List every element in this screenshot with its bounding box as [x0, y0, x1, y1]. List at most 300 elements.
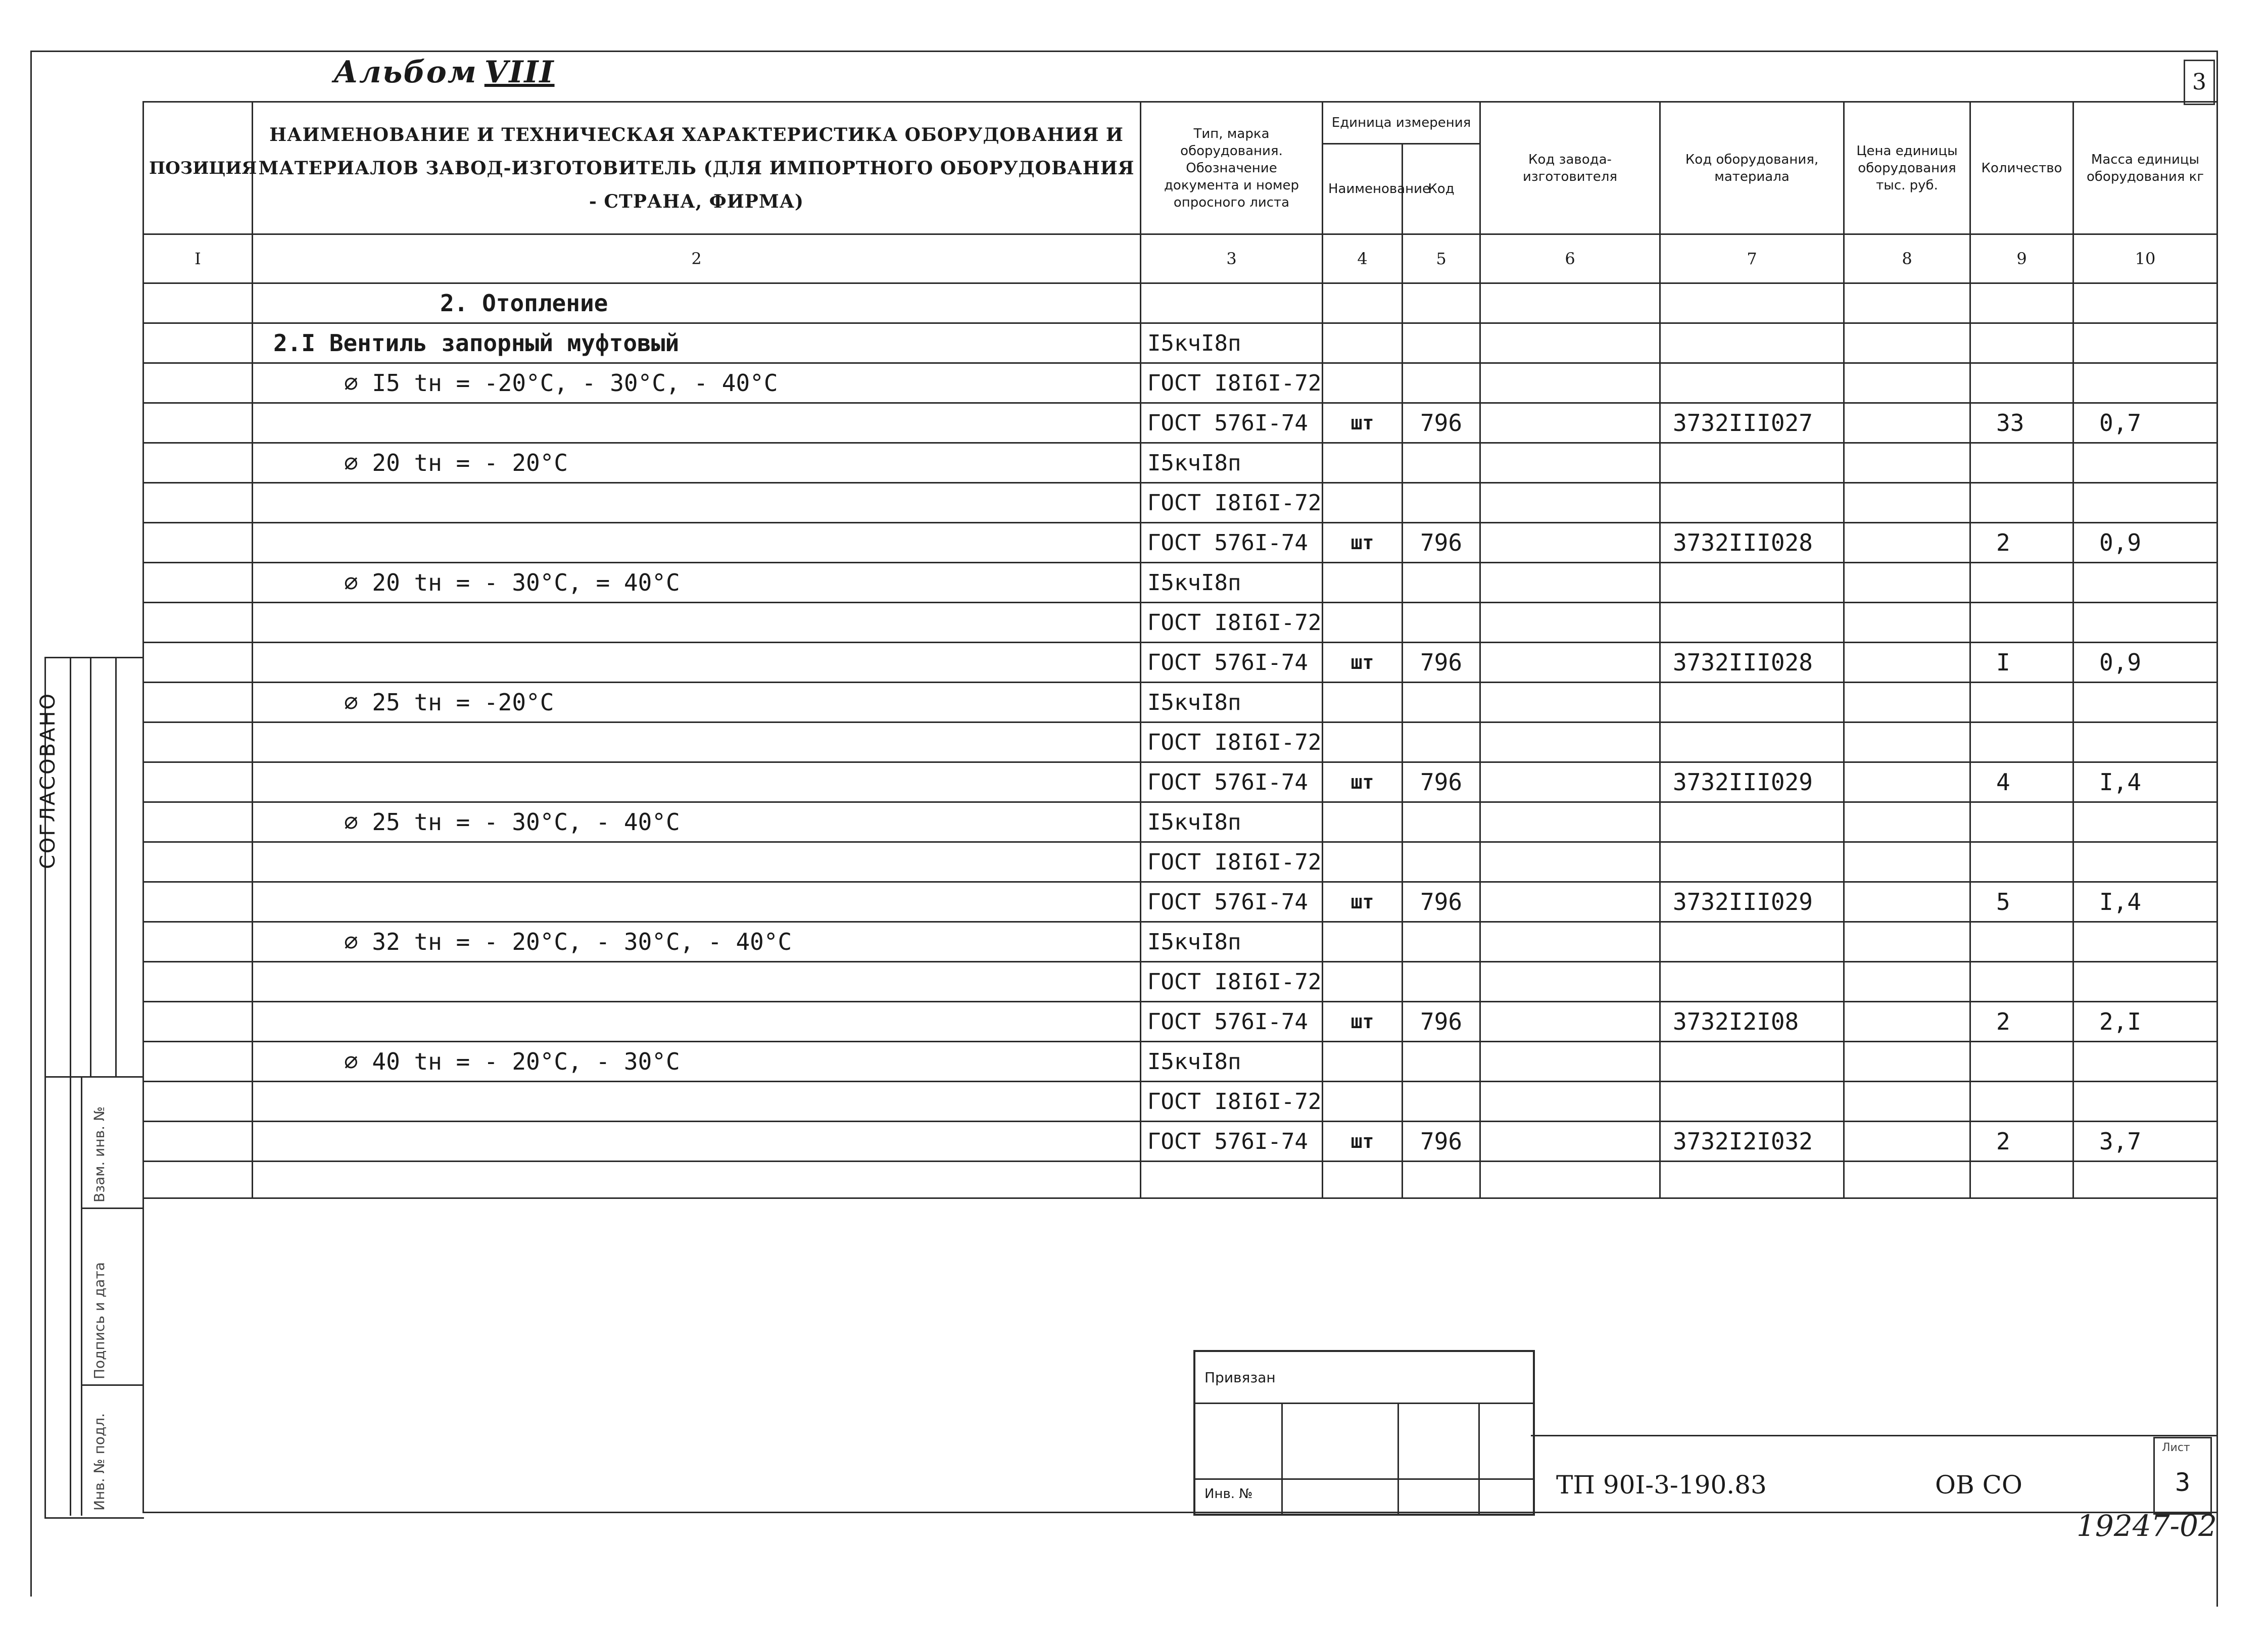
cell-type: I5кчI8п — [1141, 1042, 1323, 1082]
sheet-box — [2153, 1437, 2212, 1515]
cell-name: 2. Отопление — [253, 283, 1141, 323]
header-mass: Масса единицы оборудования кг — [2073, 102, 2217, 234]
cell-name — [253, 722, 1141, 762]
cell-mass: I,4 — [2073, 882, 2217, 922]
cell-unit — [1323, 603, 1403, 643]
column-number-3: 3 — [1141, 234, 1323, 283]
cell-price — [1844, 802, 1970, 842]
cell-qty — [1970, 363, 2073, 403]
cell-equip-code — [1660, 323, 1844, 363]
cell-unit: шт — [1323, 1002, 1403, 1042]
cell-position — [143, 842, 253, 882]
table-row — [143, 403, 2217, 443]
cell-position — [143, 283, 253, 323]
cell-qty — [1970, 1082, 2073, 1122]
blank-cell — [1403, 1162, 1480, 1198]
cell-type — [1141, 283, 1323, 323]
cell-name: 2.I Вентиль запорный муфтовый — [253, 323, 1141, 363]
sidebar-sign-date: Подпись и дата — [91, 1262, 108, 1379]
header-position: ПОЗИЦИЯ — [143, 102, 253, 234]
cell-unit — [1323, 962, 1403, 1002]
cell-unit: шт — [1323, 762, 1403, 802]
cell-position — [143, 762, 253, 802]
cell-position — [143, 1042, 253, 1082]
cell-unit-code — [1403, 922, 1480, 962]
cell-type: ГОСТ I8I6I-72 — [1141, 483, 1323, 523]
cell-maker-code — [1480, 563, 1660, 603]
cell-position — [143, 523, 253, 563]
header-price: Цена единицы оборудования тыс. руб. — [1844, 102, 1970, 234]
table-row — [143, 483, 2217, 523]
table-row — [143, 643, 2217, 683]
cell-maker-code — [1480, 802, 1660, 842]
cell-unit-code — [1403, 722, 1480, 762]
stamp-title: Привязан — [1204, 1369, 1276, 1386]
blank-cell — [1141, 1162, 1323, 1198]
cell-equip-code — [1660, 283, 1844, 323]
album-volume: VIII — [484, 55, 555, 90]
cell-position — [143, 1002, 253, 1042]
cell-price — [1844, 683, 1970, 722]
cell-unit-code — [1403, 283, 1480, 323]
header-unit-name: Наименование — [1323, 144, 1403, 234]
cell-qty: I — [1970, 643, 2073, 683]
cell-position — [143, 563, 253, 603]
cell-unit-code — [1403, 483, 1480, 523]
cell-equip-code: 3732I2I032 — [1660, 1122, 1844, 1162]
cell-qty — [1970, 563, 2073, 603]
cell-equip-code — [1660, 603, 1844, 643]
table-row — [143, 882, 2217, 922]
cell-name: ⌀ 25 tн = - 30°C, - 40°C — [253, 802, 1141, 842]
column-number-4: 4 — [1323, 234, 1403, 283]
cell-qty — [1970, 603, 2073, 643]
cell-mass — [2073, 922, 2217, 962]
cell-qty — [1970, 842, 2073, 882]
cell-equip-code — [1660, 922, 1844, 962]
cell-equip-code: 3732III028 — [1660, 643, 1844, 683]
cell-mass: 0,9 — [2073, 643, 2217, 683]
cell-unit: шт — [1323, 882, 1403, 922]
cell-type: ГОСТ I8I6I-72 — [1141, 842, 1323, 882]
cell-price — [1844, 603, 1970, 643]
table-row — [143, 523, 2217, 563]
cell-position — [143, 603, 253, 643]
table-row — [143, 1082, 2217, 1122]
sidebar-hline-1 — [44, 1076, 142, 1078]
cell-name: ⌀ 25 tн = -20°C — [253, 683, 1141, 722]
cell-position — [143, 802, 253, 842]
cell-unit-code: 796 — [1403, 1002, 1480, 1042]
table-row — [143, 683, 2217, 722]
cell-qty: 2 — [1970, 1122, 2073, 1162]
cell-unit-code: 796 — [1403, 1122, 1480, 1162]
cell-type: ГОСТ 576I-74 — [1141, 1002, 1323, 1042]
cell-unit-code — [1403, 443, 1480, 483]
cell-mass — [2073, 563, 2217, 603]
cell-type: ГОСТ 576I-74 — [1141, 1122, 1323, 1162]
cell-unit — [1323, 283, 1403, 323]
sidebar-inv-orig: Инв. № подл. — [91, 1413, 108, 1511]
cell-equip-code — [1660, 722, 1844, 762]
cell-maker-code — [1480, 1122, 1660, 1162]
cell-position — [143, 403, 253, 443]
header-unit-code: Код — [1403, 144, 1480, 234]
cell-equip-code — [1660, 443, 1844, 483]
table-row — [143, 962, 2217, 1002]
stamp-hline — [1195, 1403, 1533, 1404]
specification-body — [143, 283, 2217, 1198]
cell-mass — [2073, 962, 2217, 1002]
cell-unit — [1323, 1042, 1403, 1082]
cell-equip-code — [1660, 962, 1844, 1002]
specification-table — [142, 101, 2218, 1199]
cell-type: ГОСТ 576I-74 — [1141, 523, 1323, 563]
stamp-hline-2 — [1195, 1478, 1533, 1480]
cell-name — [253, 603, 1141, 643]
cell-unit-code — [1403, 603, 1480, 643]
cell-maker-code — [1480, 842, 1660, 882]
column-number-9: 9 — [1970, 234, 2073, 283]
cell-price — [1844, 842, 1970, 882]
column-number-row — [143, 234, 2217, 283]
cell-maker-code — [1480, 323, 1660, 363]
cell-type: ГОСТ 576I-74 — [1141, 882, 1323, 922]
cell-price — [1844, 403, 1970, 443]
cell-unit — [1323, 363, 1403, 403]
cell-unit — [1323, 842, 1403, 882]
column-number-6: 6 — [1480, 234, 1660, 283]
cell-unit: шт — [1323, 1122, 1403, 1162]
cell-maker-code — [1480, 603, 1660, 643]
cell-unit-code: 796 — [1403, 523, 1480, 563]
column-number-7: 7 — [1660, 234, 1844, 283]
cell-qty — [1970, 283, 2073, 323]
cell-price — [1844, 363, 1970, 403]
cell-mass — [2073, 283, 2217, 323]
sidebar-hline-2 — [81, 1208, 142, 1209]
cell-mass — [2073, 363, 2217, 403]
cell-price — [1844, 523, 1970, 563]
table-row — [143, 922, 2217, 962]
cell-maker-code — [1480, 443, 1660, 483]
table-row — [143, 363, 2217, 403]
cell-equip-code — [1660, 483, 1844, 523]
sidebar-agreed-label: СОГЛАСОВАНО — [36, 692, 60, 869]
header-equip-code: Код оборудования, материала — [1660, 102, 1844, 234]
table-row — [143, 842, 2217, 882]
cell-position — [143, 643, 253, 683]
cell-unit-code — [1403, 842, 1480, 882]
table-row — [143, 1042, 2217, 1082]
cell-position — [143, 683, 253, 722]
cell-position — [143, 483, 253, 523]
cell-price — [1844, 922, 1970, 962]
cell-mass — [2073, 722, 2217, 762]
album-title — [333, 55, 555, 90]
cell-maker-code — [1480, 683, 1660, 722]
title-block-line — [1531, 1435, 2216, 1436]
blank-cell — [1323, 1162, 1403, 1198]
cell-qty — [1970, 483, 2073, 523]
cell-qty: 2 — [1970, 523, 2073, 563]
header-type: Тип, марка оборудования. Обозначение документа и номер опросного листа — [1141, 102, 1323, 234]
cell-price — [1844, 563, 1970, 603]
cell-unit-code — [1403, 563, 1480, 603]
cell-name: ⌀ 40 tн = - 20°C, - 30°C — [253, 1042, 1141, 1082]
table-row — [143, 563, 2217, 603]
cell-maker-code — [1480, 1002, 1660, 1042]
table-row — [143, 323, 2217, 363]
cell-qty — [1970, 962, 2073, 1002]
cell-maker-code — [1480, 1082, 1660, 1122]
document-code: ТП 90I-3-190.83 — [1556, 1470, 1767, 1500]
cell-price — [1844, 722, 1970, 762]
sidebar-hline-3 — [81, 1384, 142, 1386]
cell-mass: I,4 — [2073, 762, 2217, 802]
cell-position — [143, 882, 253, 922]
header-name: НАИМЕНОВАНИЕ И ТЕХНИЧЕСКАЯ ХАРАКТЕРИСТИКА ОБОРУДОВАНИЯ И МАТЕРИАЛОВ ЗАВОД-ИЗГОТОВИТЕЛЬ (ДЛЯ ИМПОРТНОГО ОБОРУДОВАНИЯ - СТРАНА, ФИРМА) — [253, 102, 1141, 234]
header-unit-group: Единица измерения — [1323, 102, 1480, 144]
cell-mass — [2073, 443, 2217, 483]
cell-equip-code — [1660, 842, 1844, 882]
cell-maker-code — [1480, 1042, 1660, 1082]
cell-maker-code — [1480, 483, 1660, 523]
cell-qty — [1970, 802, 2073, 842]
stamp-vline-1 — [1281, 1403, 1283, 1514]
cell-unit-code: 796 — [1403, 882, 1480, 922]
sidebar-line-4 — [81, 1076, 82, 1516]
cell-unit — [1323, 922, 1403, 962]
cell-mass — [2073, 1082, 2217, 1122]
cell-mass: 0,9 — [2073, 523, 2217, 563]
cell-equip-code: 3732III027 — [1660, 403, 1844, 443]
cell-position — [143, 962, 253, 1002]
stamp-vline-2 — [1397, 1403, 1399, 1514]
cell-maker-code — [1480, 962, 1660, 1002]
cell-price — [1844, 443, 1970, 483]
table-row — [143, 802, 2217, 842]
cell-name — [253, 643, 1141, 683]
cell-unit-code: 796 — [1403, 643, 1480, 683]
cell-mass — [2073, 683, 2217, 722]
sidebar-inv-replace: Взам. инв. № — [91, 1106, 108, 1202]
blank-cell — [1660, 1162, 1844, 1198]
cell-mass — [2073, 323, 2217, 363]
cell-type: I5кчI8п — [1141, 802, 1323, 842]
cell-unit — [1323, 683, 1403, 722]
table-row — [143, 1122, 2217, 1162]
cell-qty — [1970, 323, 2073, 363]
cell-mass — [2073, 802, 2217, 842]
cell-name — [253, 403, 1141, 443]
cell-unit-code — [1403, 683, 1480, 722]
frame-top-line — [30, 51, 2218, 52]
header-maker-code: Код завода-изготовителя — [1480, 102, 1660, 234]
cell-type: I5кчI8п — [1141, 683, 1323, 722]
cell-price — [1844, 643, 1970, 683]
cell-type: I5кчI8п — [1141, 443, 1323, 483]
cell-unit-code — [1403, 323, 1480, 363]
cell-price — [1844, 962, 1970, 1002]
cell-unit-code — [1403, 1042, 1480, 1082]
cell-unit — [1323, 802, 1403, 842]
cell-qty — [1970, 722, 2073, 762]
cell-position — [143, 363, 253, 403]
blank-cell — [1480, 1162, 1660, 1198]
cell-price — [1844, 1082, 1970, 1122]
corner-mark: 3 — [2184, 60, 2215, 105]
blank-cell — [253, 1162, 1141, 1198]
cell-unit: шт — [1323, 643, 1403, 683]
cell-position — [143, 1082, 253, 1122]
cell-position — [143, 1122, 253, 1162]
cell-name — [253, 1082, 1141, 1122]
cell-position — [143, 722, 253, 762]
cell-equip-code — [1660, 363, 1844, 403]
table-row — [143, 603, 2217, 643]
cell-name — [253, 1002, 1141, 1042]
cell-type: I5кчI8п — [1141, 922, 1323, 962]
cell-type: ГОСТ 576I-74 — [1141, 403, 1323, 443]
column-number-5: 5 — [1403, 234, 1480, 283]
cell-unit — [1323, 1082, 1403, 1122]
cell-mass — [2073, 603, 2217, 643]
cell-unit-code — [1403, 802, 1480, 842]
cell-equip-code — [1660, 563, 1844, 603]
cell-maker-code — [1480, 363, 1660, 403]
cell-maker-code — [1480, 762, 1660, 802]
cell-maker-code — [1480, 922, 1660, 962]
header-qty: Количество — [1970, 102, 2073, 234]
cell-position — [143, 922, 253, 962]
cell-unit-code: 796 — [1403, 762, 1480, 802]
cell-name — [253, 882, 1141, 922]
cell-price — [1844, 283, 1970, 323]
cell-qty — [1970, 1042, 2073, 1082]
cell-unit-code — [1403, 363, 1480, 403]
cell-name — [253, 483, 1141, 523]
blank-cell — [1970, 1162, 2073, 1198]
cell-unit — [1323, 563, 1403, 603]
cell-price — [1844, 483, 1970, 523]
cell-maker-code — [1480, 523, 1660, 563]
cell-type: ГОСТ I8I6I-72 — [1141, 603, 1323, 643]
table-row-blank — [143, 1162, 2217, 1198]
cell-name — [253, 762, 1141, 802]
album-label: Альбом — [333, 55, 477, 90]
cell-maker-code — [1480, 643, 1660, 683]
cell-equip-code: 3732I2I08 — [1660, 1002, 1844, 1042]
cell-equip-code — [1660, 802, 1844, 842]
cell-unit — [1323, 722, 1403, 762]
cell-mass — [2073, 842, 2217, 882]
sheet-number: 3 — [2175, 1468, 2191, 1497]
sidebar-line-1 — [70, 657, 71, 1516]
cell-price — [1844, 1122, 1970, 1162]
table-row — [143, 762, 2217, 802]
cell-unit: шт — [1323, 403, 1403, 443]
cell-qty: 4 — [1970, 762, 2073, 802]
cell-mass — [2073, 1042, 2217, 1082]
cell-equip-code: 3732III028 — [1660, 523, 1844, 563]
cell-unit-code — [1403, 962, 1480, 1002]
cell-price — [1844, 1042, 1970, 1082]
stamp-inv: Инв. № — [1204, 1486, 1253, 1502]
cell-equip-code — [1660, 683, 1844, 722]
cell-unit: шт — [1323, 523, 1403, 563]
column-number-8: 8 — [1844, 234, 1970, 283]
cell-type: I5кчI8п — [1141, 323, 1323, 363]
cell-name — [253, 523, 1141, 563]
stamp-vline-3 — [1478, 1403, 1480, 1514]
cell-unit-code: 796 — [1403, 403, 1480, 443]
cell-maker-code — [1480, 882, 1660, 922]
cell-maker-code — [1480, 722, 1660, 762]
cell-maker-code — [1480, 283, 1660, 323]
cell-name — [253, 1122, 1141, 1162]
frame-bottom-line — [142, 1512, 2216, 1513]
table-row — [143, 283, 2217, 323]
cell-equip-code: 3732III029 — [1660, 762, 1844, 802]
table-row — [143, 443, 2217, 483]
cell-type: ГОСТ I8I6I-72 — [1141, 962, 1323, 1002]
cell-price — [1844, 762, 1970, 802]
cell-unit — [1323, 483, 1403, 523]
cell-type: ГОСТ 576I-74 — [1141, 762, 1323, 802]
cell-mass — [2073, 483, 2217, 523]
cell-type: I5кчI8п — [1141, 563, 1323, 603]
cell-qty: 33 — [1970, 403, 2073, 443]
document-suffix: ОВ СО — [1935, 1470, 2022, 1500]
cell-maker-code — [1480, 403, 1660, 443]
cell-position — [143, 323, 253, 363]
column-number-10: 10 — [2073, 234, 2217, 283]
sheet-label: Лист — [2162, 1441, 2190, 1454]
cell-qty — [1970, 443, 2073, 483]
blank-cell — [143, 1162, 253, 1198]
cell-price — [1844, 1002, 1970, 1042]
blank-cell — [1844, 1162, 1970, 1198]
cell-type: ГОСТ 576I-74 — [1141, 643, 1323, 683]
cell-equip-code — [1660, 1082, 1844, 1122]
cell-mass: 3,7 — [2073, 1122, 2217, 1162]
table-row — [143, 1002, 2217, 1042]
cell-qty — [1970, 683, 2073, 722]
cell-type: ГОСТ I8I6I-72 — [1141, 1082, 1323, 1122]
cell-unit-code — [1403, 1082, 1480, 1122]
cell-name: ⌀ 32 tн = - 20°C, - 30°C, - 40°C — [253, 922, 1141, 962]
cell-mass: 2,I — [2073, 1002, 2217, 1042]
sidebar-line-3 — [115, 657, 117, 1076]
cell-name: ⌀ 20 tн = - 20°C — [253, 443, 1141, 483]
cell-qty — [1970, 922, 2073, 962]
cell-qty: 2 — [1970, 1002, 2073, 1042]
cell-price — [1844, 882, 1970, 922]
cell-name — [253, 962, 1141, 1002]
table-row — [143, 722, 2217, 762]
cell-name: ⌀ I5 tн = -20°C, - 30°C, - 40°C — [253, 363, 1141, 403]
cell-type: ГОСТ I8I6I-72 — [1141, 722, 1323, 762]
cell-price — [1844, 323, 1970, 363]
cell-equip-code: 3732III029 — [1660, 882, 1844, 922]
cell-unit — [1323, 443, 1403, 483]
column-number-1: I — [143, 234, 253, 283]
cell-position — [143, 443, 253, 483]
cell-equip-code — [1660, 1042, 1844, 1082]
cell-name — [253, 842, 1141, 882]
frame-left-line — [30, 51, 32, 1597]
